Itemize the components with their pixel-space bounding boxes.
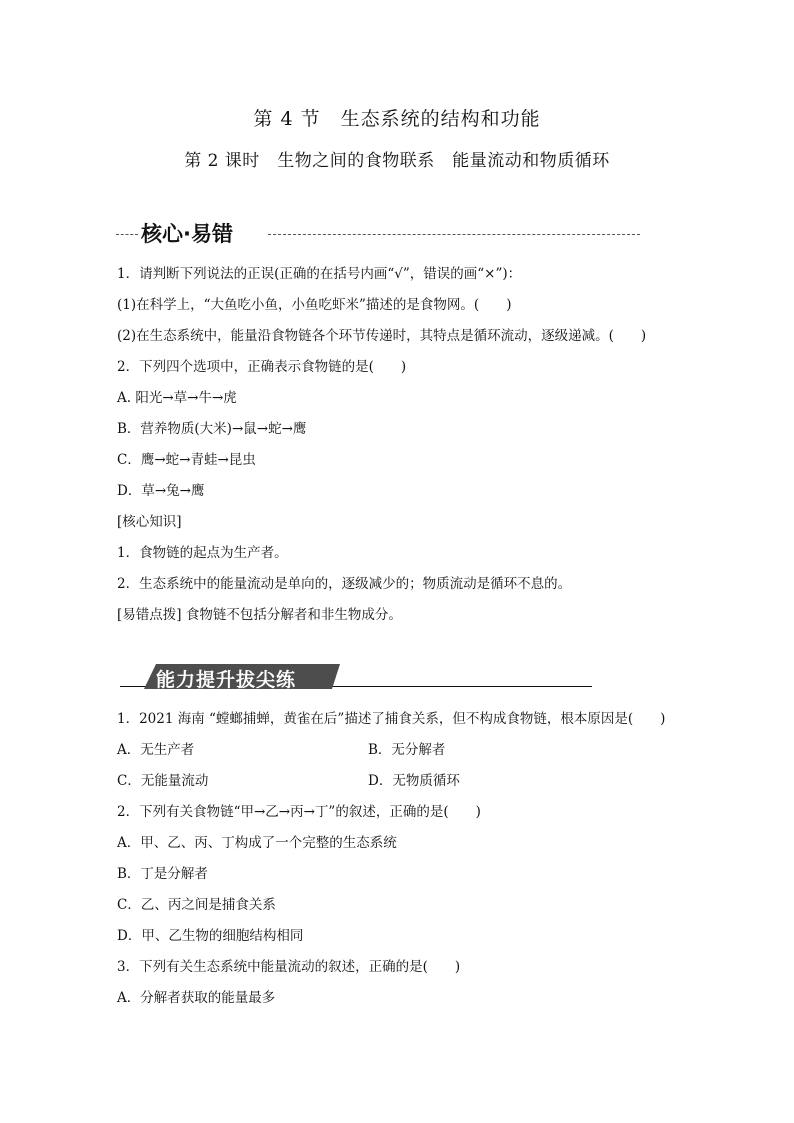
- knowledge-line: 1．食物链的起点为生产者。: [117, 545, 288, 561]
- section-core-errors-header: [116, 218, 640, 248]
- option-d: D．甲、乙生物的细胞结构相同: [117, 928, 304, 944]
- option-line: D．草→兔→鹰: [117, 483, 205, 499]
- lesson-title: 第 4 节 生态系统的结构和功能: [253, 108, 541, 130]
- question-stem: 2．下列有关食物链“甲→乙→丙→丁”的叙述，正确的是( ): [117, 804, 481, 820]
- option-a: A．无生产者: [117, 742, 195, 758]
- lesson-subtitle: 第 2 课时 生物之间的食物联系 能量流动和物质循环: [184, 151, 610, 171]
- option-line: A. 阳光→草→牛→虎: [117, 390, 237, 406]
- option-d: D．无物质循环: [368, 773, 460, 789]
- dashed-divider-left: [116, 234, 138, 235]
- option-b: B．丁是分解者: [117, 866, 208, 882]
- option-a: A．甲、乙、丙、丁构成了一个完整的生态系统: [117, 835, 397, 851]
- question-line: (1)在科学上，“大鱼吃小鱼，小鱼吃虾米”描述的是食物网。( ): [117, 297, 512, 313]
- option-c: C．乙、丙之间是捕食关系: [117, 897, 276, 913]
- option-a: A．分解者获取的能量最多: [117, 990, 276, 1006]
- dashed-divider-right: [268, 234, 640, 235]
- section-ability-title: 能力提升拔尖练: [156, 669, 297, 691]
- question-line: 2．下列四个选项中，正确表示食物链的是( ): [117, 359, 407, 375]
- option-line: C．鹰→蛇→青蛙→昆虫: [117, 452, 256, 468]
- option-b: B．无分解者: [368, 742, 446, 758]
- core-knowledge-label: [核心知识]: [117, 514, 182, 530]
- option-line: B．营养物质(大米)→鼠→蛇→鹰: [117, 421, 307, 437]
- option-c: C．无能量流动: [117, 773, 209, 789]
- question-stem: 1．2021 海南 “螳螂捕蝉，黄雀在后”描述了捕食关系，但不构成食物链，根本原因是( ): [117, 711, 666, 727]
- question-line: (2)在生态系统中，能量沿食物链各个环节传递时，其特点是循环流动，逐级递减。( ): [117, 328, 647, 344]
- section-core-errors-title: 核心·易错: [141, 222, 233, 246]
- knowledge-line: 2．生态系统中的能量流动是单向的，逐级减少的；物质流动是循环不息的。: [117, 576, 572, 592]
- question-stem: 3．下列有关生态系统中能量流动的叙述，正确的是( ): [117, 959, 461, 975]
- question-line: 1．请判断下列说法的正误(正确的在括号内画“√”，错误的画“×”)：: [117, 266, 522, 282]
- section-ability-header: [120, 662, 592, 692]
- error-tip-line: [易错点拨] 食物链不包括分解者和非生物成分。: [117, 607, 402, 623]
